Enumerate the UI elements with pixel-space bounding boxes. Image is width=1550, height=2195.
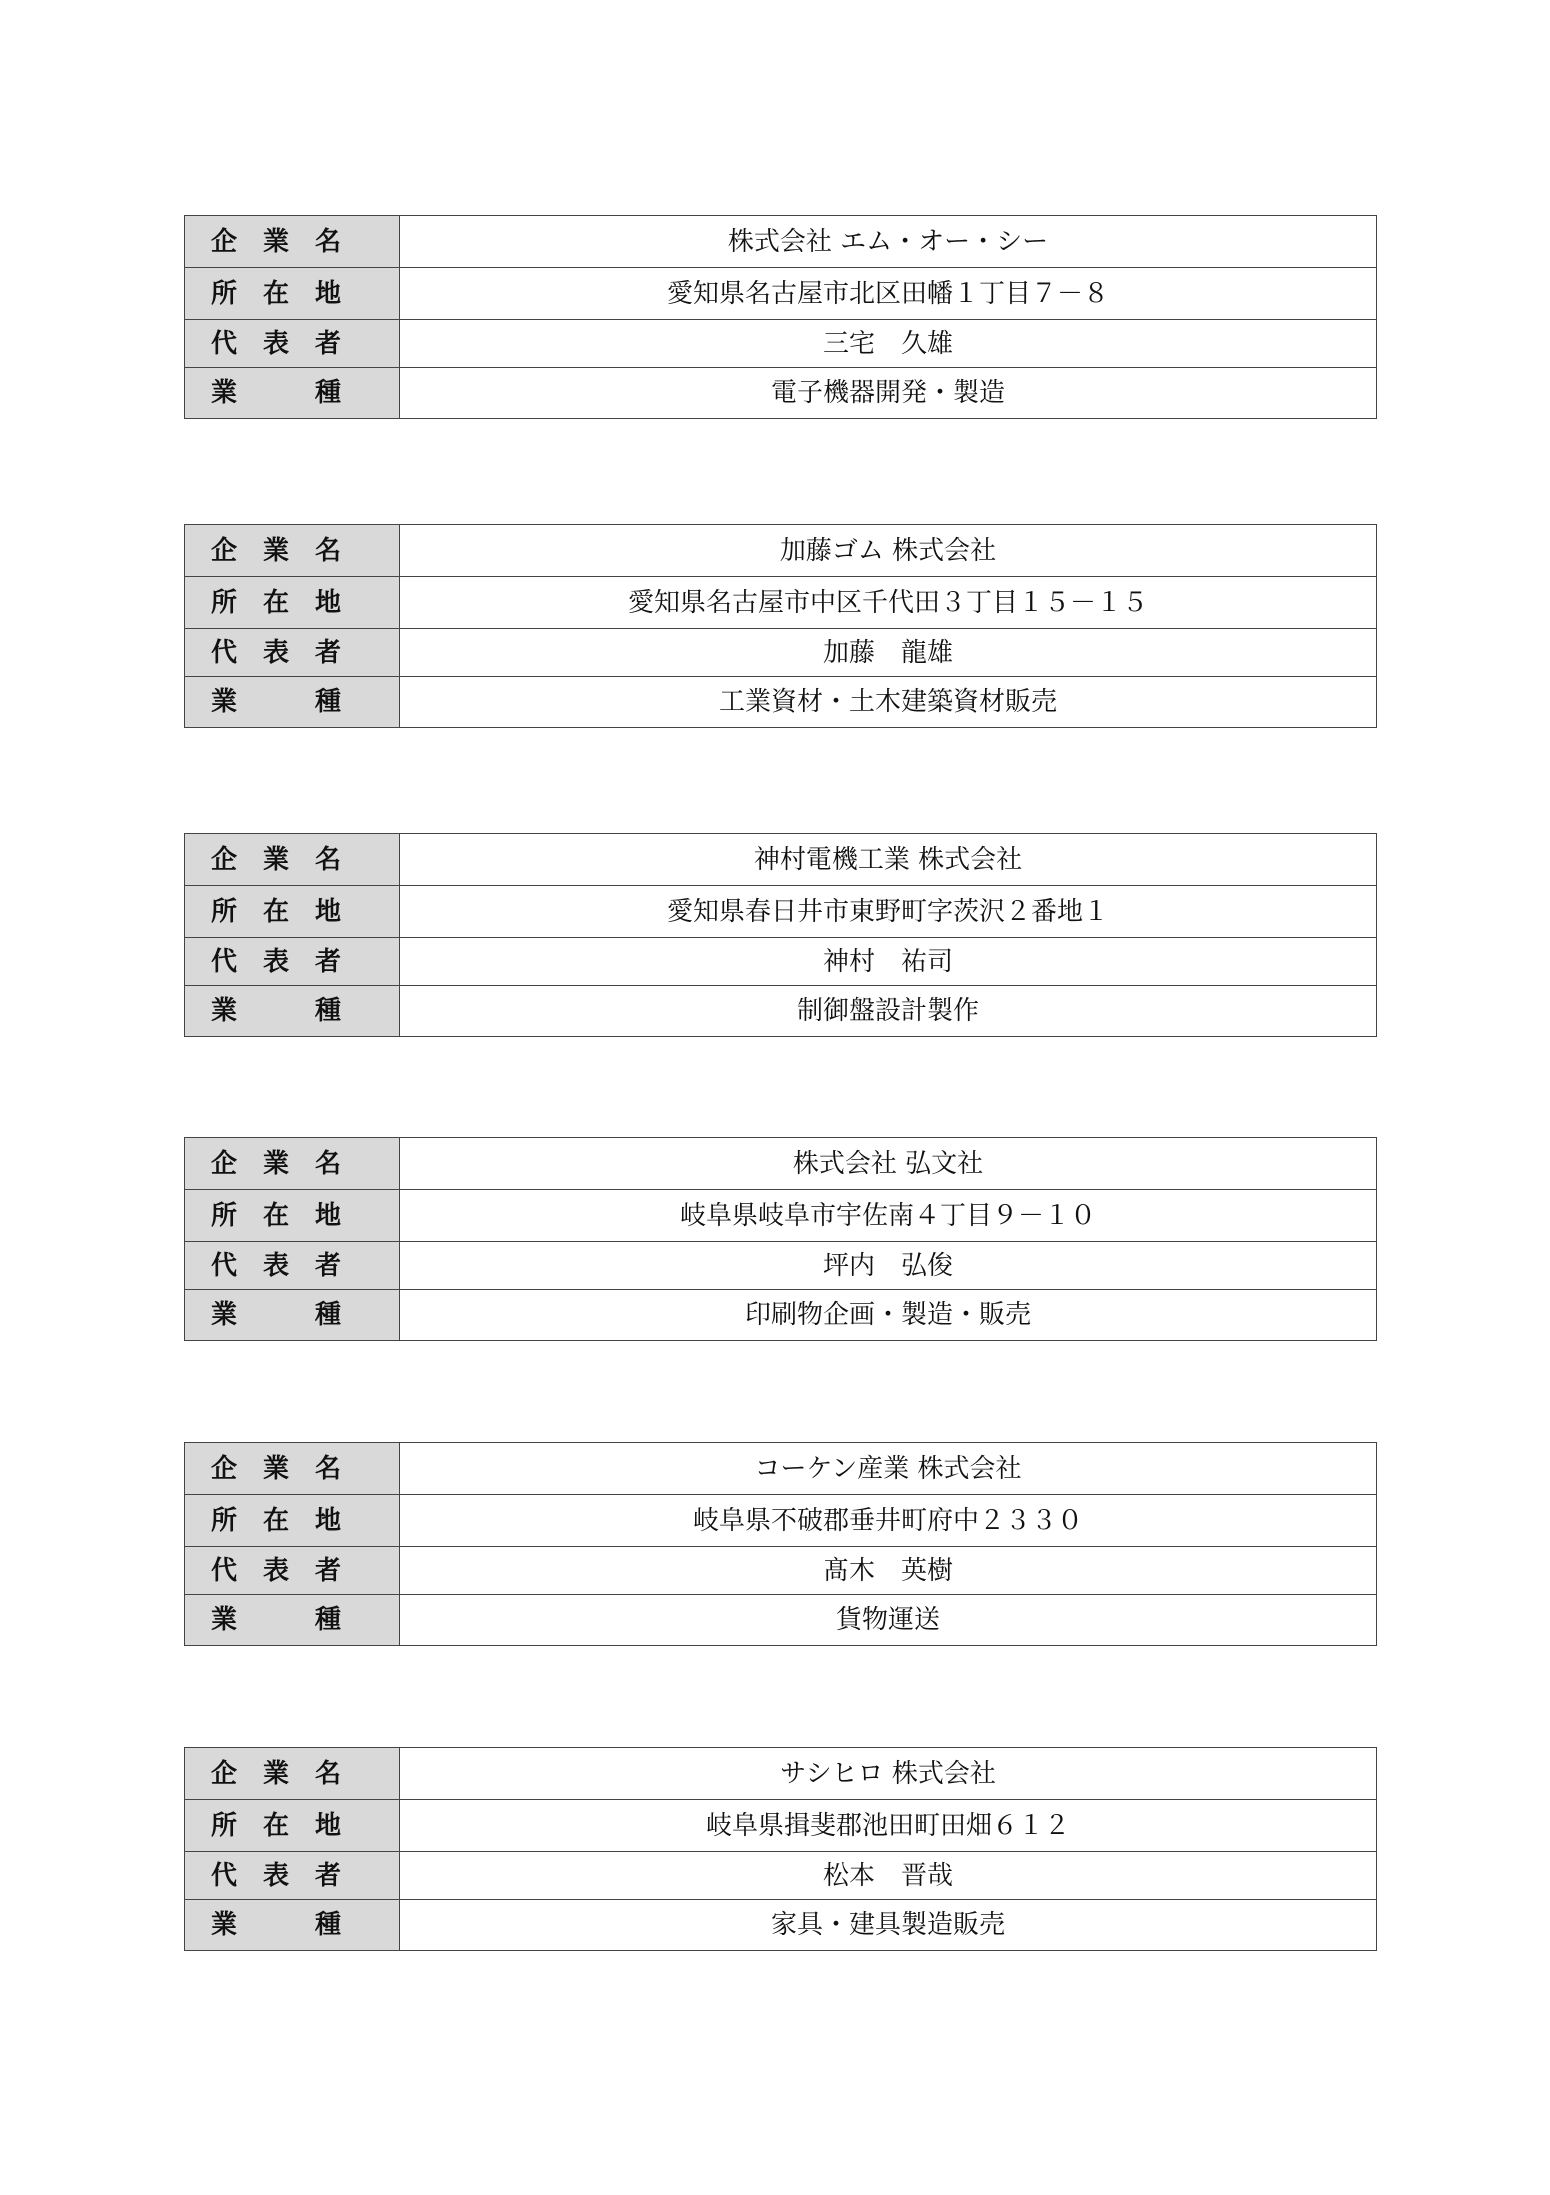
representative-value: 髙木 英樹 <box>400 1547 1377 1595</box>
address-label: 所 在 地 <box>185 1190 400 1242</box>
industry-value: 貨物運送 <box>400 1595 1377 1646</box>
industry-value: 工業資材・土木建築資材販売 <box>400 677 1377 728</box>
industry-value: 電子機器開発・製造 <box>400 368 1377 419</box>
address-label: 所 在 地 <box>185 577 400 629</box>
company-table <box>184 1442 1377 1646</box>
industry-label: 業 種 <box>185 1900 400 1951</box>
address-value: 岐阜県岐阜市宇佐南４丁目９－１０ <box>400 1190 1377 1242</box>
address-label: 所 在 地 <box>185 268 400 320</box>
company-name-label: 企 業 名 <box>185 216 400 268</box>
company-name-value: 加藤ゴム 株式会社 <box>400 525 1377 577</box>
representative-value: 三宅 久雄 <box>400 320 1377 368</box>
address-value: 岐阜県揖斐郡池田町田畑６１２ <box>400 1800 1377 1852</box>
company-name-value: 株式会社 エム・オー・シー <box>400 216 1377 268</box>
representative-label: 代 表 者 <box>185 320 400 368</box>
representative-label: 代 表 者 <box>185 938 400 986</box>
company-table <box>184 524 1377 728</box>
company-name-value: コーケン産業 株式会社 <box>400 1443 1377 1495</box>
company-name-label: 企 業 名 <box>185 1748 400 1800</box>
address-value: 岐阜県不破郡垂井町府中２３３０ <box>400 1495 1377 1547</box>
company-name-label: 企 業 名 <box>185 834 400 886</box>
company-name-value: 神村電機工業 株式会社 <box>400 834 1377 886</box>
representative-value: 松本 晋哉 <box>400 1852 1377 1900</box>
representative-value: 加藤 龍雄 <box>400 629 1377 677</box>
company-name-label: 企 業 名 <box>185 1443 400 1495</box>
company-table <box>184 215 1377 419</box>
representative-label: 代 表 者 <box>185 1852 400 1900</box>
industry-value: 制御盤設計製作 <box>400 986 1377 1037</box>
address-value: 愛知県名古屋市中区千代田３丁目１５－１５ <box>400 577 1377 629</box>
industry-label: 業 種 <box>185 986 400 1037</box>
company-name-value: 株式会社 弘文社 <box>400 1138 1377 1190</box>
address-value: 愛知県名古屋市北区田幡１丁目７－８ <box>400 268 1377 320</box>
industry-value: 印刷物企画・製造・販売 <box>400 1290 1377 1341</box>
company-name-value: サシヒロ 株式会社 <box>400 1748 1377 1800</box>
industry-label: 業 種 <box>185 1290 400 1341</box>
address-label: 所 在 地 <box>185 1495 400 1547</box>
representative-value: 神村 祐司 <box>400 938 1377 986</box>
industry-label: 業 種 <box>185 677 400 728</box>
industry-label: 業 種 <box>185 368 400 419</box>
representative-label: 代 表 者 <box>185 629 400 677</box>
representative-label: 代 表 者 <box>185 1547 400 1595</box>
industry-value: 家具・建具製造販売 <box>400 1900 1377 1951</box>
representative-value: 坪内 弘俊 <box>400 1242 1377 1290</box>
address-label: 所 在 地 <box>185 886 400 938</box>
company-name-label: 企 業 名 <box>185 525 400 577</box>
industry-label: 業 種 <box>185 1595 400 1646</box>
address-label: 所 在 地 <box>185 1800 400 1852</box>
address-value: 愛知県春日井市東野町字茨沢２番地１ <box>400 886 1377 938</box>
company-table <box>184 1747 1377 1951</box>
company-name-label: 企 業 名 <box>185 1138 400 1190</box>
company-table <box>184 1137 1377 1341</box>
company-table <box>184 833 1377 1037</box>
representative-label: 代 表 者 <box>185 1242 400 1290</box>
